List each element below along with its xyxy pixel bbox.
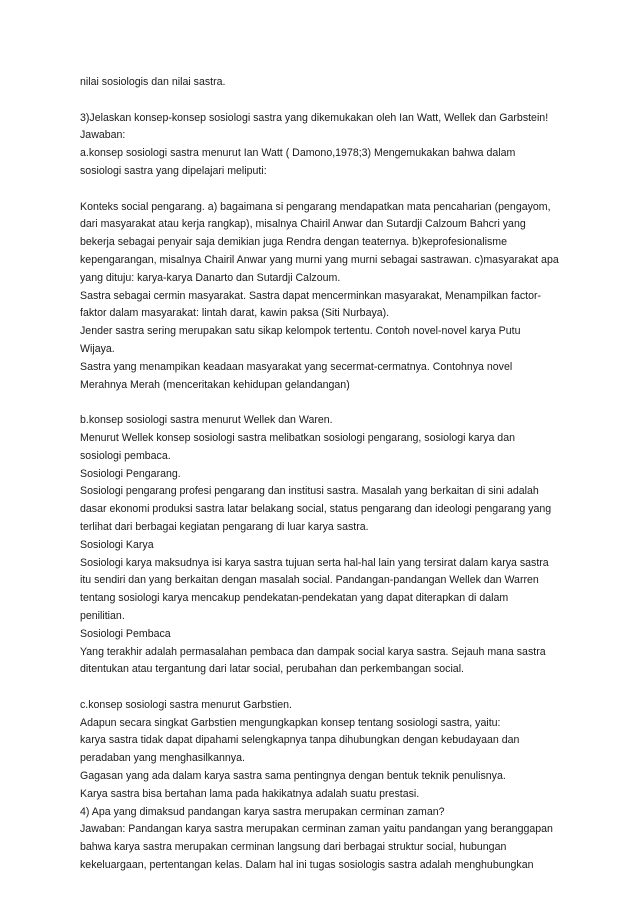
text-line: nilai sosiologis dan nilai sastra. (80, 76, 226, 88)
blank-line (80, 679, 570, 697)
text-line: itu sendiri dan yang berkaitan dengan masalah social. Pandangan-pandangan Wellek dan Warren (80, 574, 539, 587)
text-line: sosiologi pembaca. (80, 449, 171, 462)
blank-line (80, 92, 570, 110)
text-line: a.konsep sosiologi sastra menurut Ian Watt ( Damono,1978;3) Mengemukakan bahwa dalam (80, 147, 516, 160)
text-line: bekerja sebagai penyair saja demikian juga Rendra dengan teaternya. b)keprofesionalisme (80, 236, 507, 249)
text-line: penilitian. (80, 609, 125, 622)
text-line: Sosiologi Karya (80, 538, 154, 551)
text-line: yang dituju: karya-karya Danarto dan Sutardji Calzoum. (80, 271, 341, 284)
text-line: bahwa karya sastra merupakan cerminan langsung dari berbagai struktur social, hubungan (80, 841, 507, 854)
text-line: Menurut Wellek konsep sosiologi sastra melibatkan sosiologi pengarang, sosiologi karya dan (80, 431, 515, 444)
text-line: Yang terakhir adalah permasalahan pembaca dan dampak social karya sastra. Sejauh mana sastra (80, 645, 546, 658)
text-line: Jender sastra sering merupakan satu sikap kelompok tertentu. Contoh novel-novel karya Putu (80, 325, 521, 338)
text-line: dasar ekonomi produksi sastra latar belakang social, status pengarang dan ideologi pengarang yang (80, 503, 552, 516)
text-line: Sosiologi karya maksudnya isi karya sastra tujuan serta hal-hal lain yang tersirat dalam karya sastra (80, 556, 549, 569)
text-line: faktor dalam masyarakat: lintah darat, kawin paksa (Siti Nurbaya). (80, 307, 390, 320)
text-line: c.konsep sosiologi sastra menurut Garbstien. (80, 698, 292, 711)
text-line: tentang sosiologi karya mencakup pendekatan-pendekatan yang dapat diterapkan di dalam (80, 592, 509, 605)
text-line: Gagasan yang ada dalam karya sastra sama pentingnya dengan bentuk teknik penulisnya. (80, 770, 506, 783)
text-line: Konteks social pengarang. a) bagaimana si pengarang mendapatkan mata pencaharian (pengayom, (80, 200, 551, 213)
text-line: peradaban yang menghasilkannya. (80, 752, 245, 765)
text-line: Merahnya Merah (menceritakan kehidupan gelandangan) (80, 378, 350, 391)
text-line: Sosiologi Pembaca (80, 627, 171, 640)
text-line: kekeluargaan, pertentangan kelas. Dalam hal ini tugas sosiologis sastra adalah menghubungkan (80, 859, 534, 872)
text-line: 4) Apa yang dimaksud pandangan karya sastra merupakan cerminan zaman? (80, 805, 445, 818)
text-line: Sastra sebagai cermin masyarakat. Sastra dapat mencerminkan masyarakat, Menampilkan factor- (80, 289, 542, 302)
text-line: dari masyarakat atau kerja rangkap), misalnya Chairil Anwar dan Sutardji Calzoum Bahcri yang (80, 218, 526, 231)
text-line: Sosiologi Pengarang. (80, 467, 181, 480)
text-line: Sosiologi pengarang profesi pengarang dan institusi sastra. Masalah yang berkaitan di sini adalah (80, 485, 539, 498)
text-line: ditentukan atau tergantung dari latar social, perubahan dan perkembangan social. (80, 663, 464, 676)
text-line: b.konsep sosiologi sastra menurut Wellek dan Waren. (80, 414, 333, 427)
text-line: Sastra yang menampikan keadaan masyarakat yang secermat-cermatnya. Contohnya novel (80, 360, 513, 373)
text-line: 3)Jelaskan konsep-konsep sosiologi sastra yang dikemukakan oleh Ian Watt, Wellek dan Garbstein! (80, 111, 549, 124)
text-line: sosiologi sastra yang dipelajari meliputi: (80, 164, 267, 177)
text-line: kepengarangan, misalnya Chairil Anwar yang murni yang murni sebagai sastrawan. c)masyarakat apa (80, 253, 559, 266)
document-body (80, 74, 570, 875)
blank-line (80, 181, 570, 199)
text-line: Jawaban: (80, 129, 126, 142)
text-line: Wijaya. (80, 342, 115, 355)
text-line: Jawaban: Pandangan karya sastra merupakan cerminan zaman yaitu pandangan yang beranggapan (80, 823, 553, 836)
text-line: Karya sastra bisa bertahan lama pada hakikatnya adalah suatu prestasi. (80, 787, 420, 800)
blank-line (80, 394, 570, 412)
text-line: Adapun secara singkat Garbstien mengungkapkan konsep tentang sosiologi sastra, yaitu: (80, 716, 501, 729)
text-line: karya sastra tidak dapat dipahami selengkapnya tanpa dihubungkan dengan kebudayaan dan (80, 734, 520, 747)
text-line: terlihat dari berbagai kegiatan pengarang di luar karya sastra. (80, 520, 369, 533)
